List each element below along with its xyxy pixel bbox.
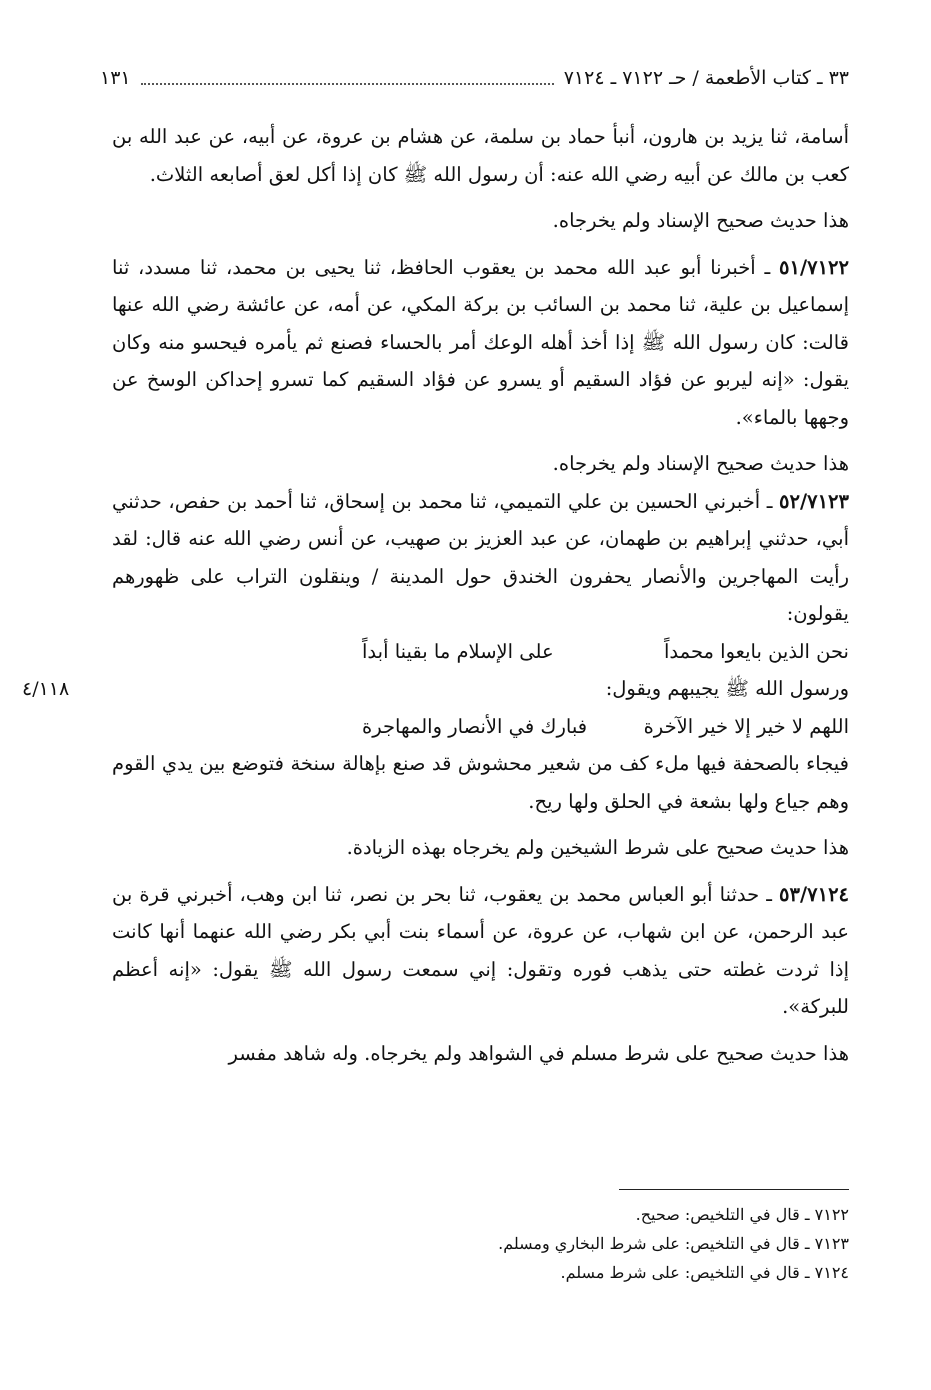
page-number: ١٣١: [100, 67, 131, 89]
hadith-7123: [112, 483, 849, 633]
header-dot-leader: [141, 71, 554, 85]
hadith-number: ٥٢/٧١٢٣: [779, 489, 849, 513]
footnote: ٧١٢٢ ـ قال في التلخيص: صحيح.: [635, 1205, 849, 1224]
verse-hemistich: اللهم لا خير إلا خير الآخرة: [643, 714, 849, 738]
verse-intro: ورسول الله ﷺ يجيبهم ويقول:: [605, 677, 849, 700]
running-header: [100, 62, 849, 94]
poem-verse: [112, 633, 849, 671]
main-text: [112, 118, 849, 1072]
paragraph-grading: هذا حديث صحيح الإسناد ولم يخرجاه.: [552, 209, 849, 232]
paragraph-narration: فيجاء بالصحفة فيها ملء كف من شعير محشوش قد صنع بإهالة سنخة فتوضع بين يدي القوم وهم جياع ولها بشعة في الحلق ولها ريح.: [112, 752, 849, 813]
margin-reference: ٤/١١٨: [22, 678, 70, 700]
paragraph-isnad-continuation: أسامة، ثنا يزيد بن هارون، أنبأ حماد بن سلمة، عن هشام بن عروة، عن أبيه، عن عبد الله بن كعب بن مالك عن أبيه رضي الله عنه: أن رسول الله ﷺ كان إذا أكل لعق أصابعه الثلاث.: [112, 125, 849, 186]
hadith-number: ٥١/٧١٢٢: [779, 255, 849, 279]
verse-hemistich: نحن الذين بايعوا محمداً: [664, 639, 849, 663]
verse-hemistich: فبارك في الأنصار والمهاجرة: [362, 714, 588, 738]
verse-hemistich: على الإسلام ما بقينا أبداً: [362, 639, 554, 663]
footnote: ٧١٢٤ ـ قال في التلخيص: على شرط مسلم.: [560, 1263, 849, 1282]
poem-verse: [112, 708, 849, 746]
header-title: ٣٣ ـ كتاب الأطعمة / حـ ٧١٢٢ ـ ٧١٢٤: [563, 67, 849, 89]
hadith-number: ٥٣/٧١٢٤: [779, 882, 850, 906]
hadith-7122: [112, 249, 849, 437]
footnote: ٧١٢٣ ـ قال في التلخيص: على شرط البخاري ومسلم.: [498, 1234, 849, 1253]
hadith-text: ـ أخبرنا أبو عبد الله محمد بن يعقوب الحافظ، ثنا يحيى بن محمد، ثنا مسدد، ثنا إسماعيل بن علية، ثنا محمد بن السائب بن بركة المكي، عن أمه، عن عائشة رضي الله عنها قالت: كان رسول الله ﷺ إذا أخذ أهله الوعك أمر بالحساء فصنع ثم يأمره فيحسو منه وكان يقول: «إنه ليربو عن فؤاد السقيم أو يسرو عن فؤاد السقيم كما تسرو إحداكن الوسخ عن وجهها بالماء».: [112, 255, 849, 429]
paragraph-grading: هذا حديث صحيح الإسناد ولم يخرجاه.: [552, 452, 849, 475]
paragraph-grading: هذا حديث صحيح على شرط مسلم في الشواهد ولم يخرجاه. وله شاهد مفسر: [228, 1041, 849, 1065]
hadith-7124: [112, 876, 849, 1026]
footnotes: [349, 1200, 849, 1287]
hadith-text: ـ حدثنا أبو العباس محمد بن يعقوب، ثنا بحر بن نصر، ثنا ابن وهب، أخبرني قرة بن عبد الرحمن، عن ابن شهاب، عن عروة، عن أسماء بنت أبي بكر رضي الله عنهما أنها كانت إذا ثردت غطته حتى يذهب فوره وتقول: إني سمعت رسول الله ﷺ يقول: «إنه أعظم للبركة».: [112, 882, 849, 1018]
hadith-text: ـ أخبرني الحسين بن علي التميمي، ثنا محمد بن إسحاق، ثنا أحمد بن حفص، حدثني أبي، حدثني إبراهيم بن طهمان، عن عبد العزيز بن صهيب، عن أنس رضي الله عنه قال: لقد رأيت المهاجرين والأنصار يحفرون الخندق حول المدينة / وينقلون التراب على ظهورهم يقولون:: [112, 489, 849, 625]
footnote-divider: [619, 1189, 849, 1190]
paragraph-grading: هذا حديث صحيح على شرط الشيخين ولم يخرجاه بهذه الزيادة.: [346, 836, 849, 859]
